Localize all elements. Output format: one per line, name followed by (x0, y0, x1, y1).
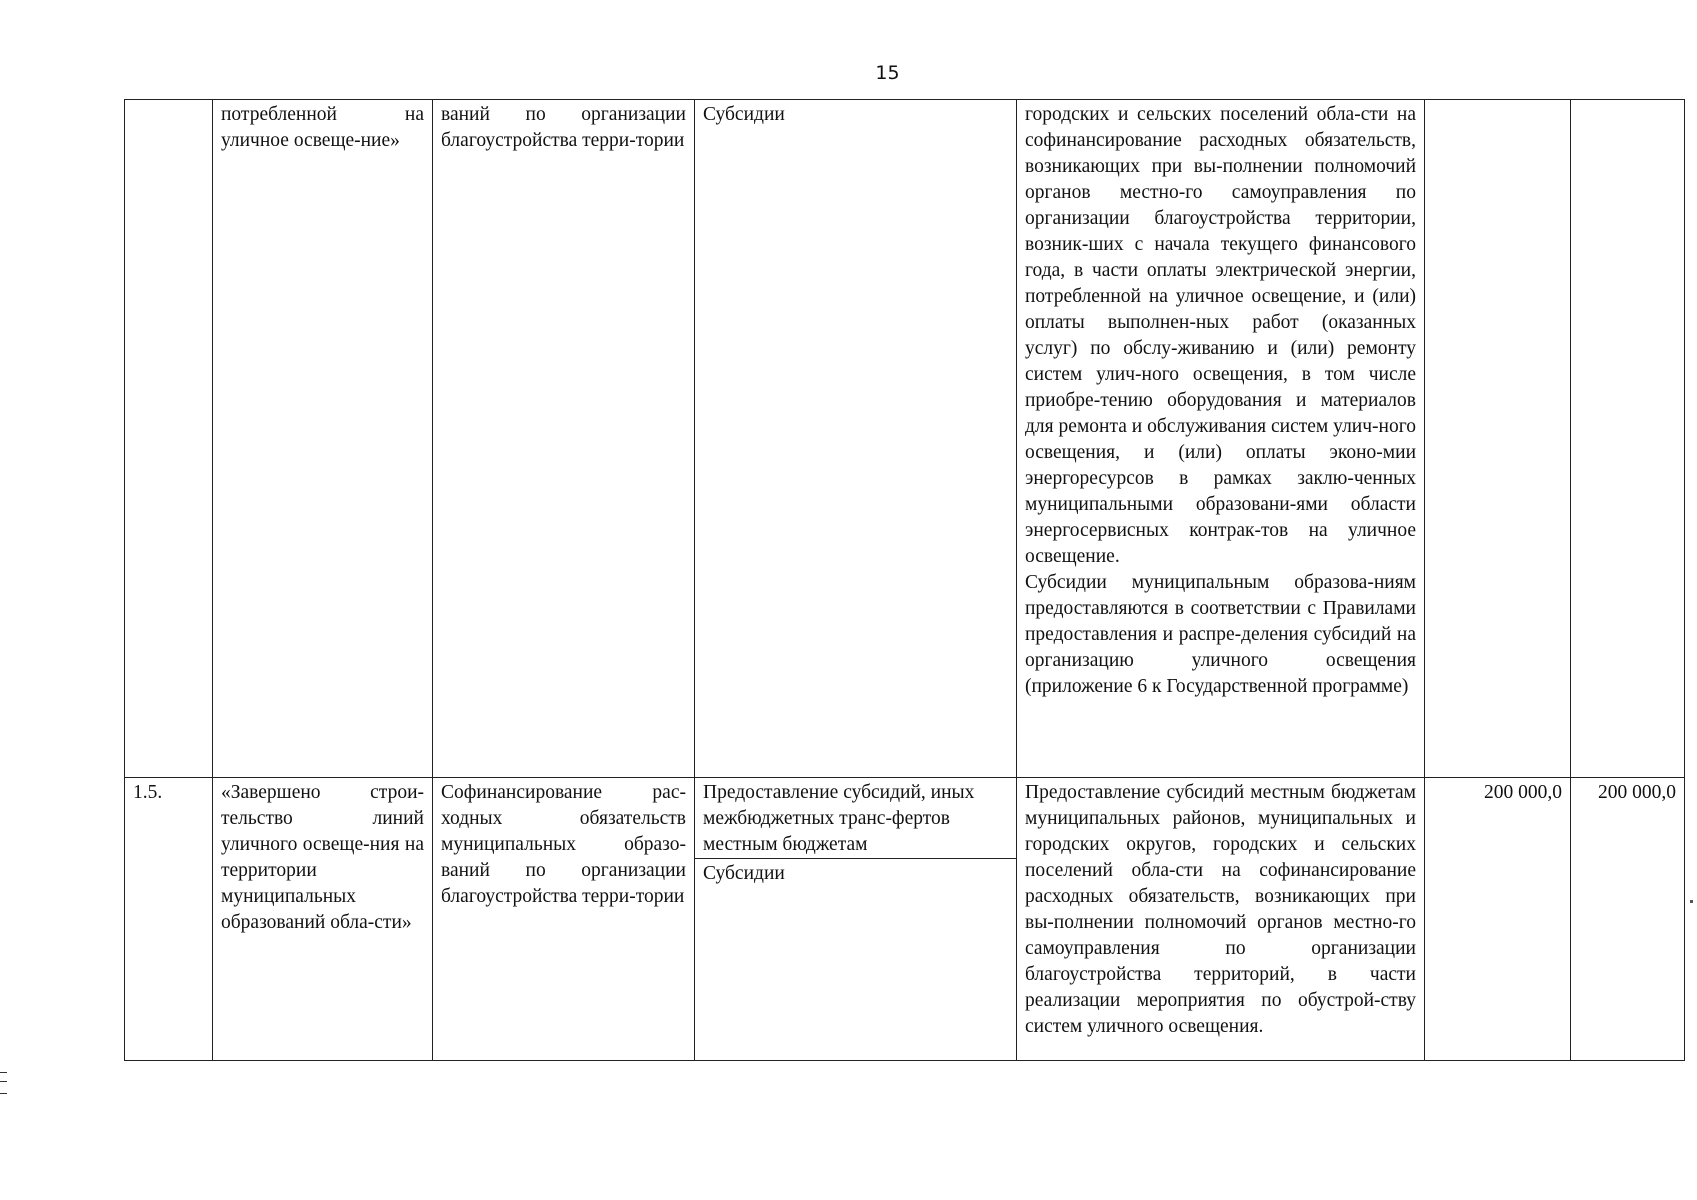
event-cell: Софинансирование рас-ходных обязательств муниципальных образо-ваний по организации благоустройства терри-тории (433, 778, 695, 1061)
row-number-cell (125, 100, 213, 778)
result-cell: «Завершено строи-тельство линий уличного освеще-ния на территории муниципальных образований обла-сти» (213, 778, 433, 1061)
table-row (125, 100, 1685, 778)
amount-cell: 200 000,0 (1425, 778, 1571, 1061)
program-table (124, 99, 1685, 1061)
scan-margin-mark (0, 1072, 7, 1094)
row-number-cell: 1.5. (125, 778, 213, 1061)
mechanism-subtext: Субсидии (703, 863, 785, 884)
result-cell: потребленной на уличное освеще-ние» (213, 100, 433, 778)
description-paragraph: Субсидии муниципальным образова-ниям предоставляются в соответствии с Правилами предоставления и распре-деления субсидий на организацию уличного освещения (приложение 6 к Государственной программе) (1025, 572, 1416, 697)
description-cell (1017, 100, 1425, 778)
mechanism-cell (695, 100, 1017, 778)
scan-speck (1690, 900, 1693, 903)
amount-cell (1571, 100, 1685, 778)
table-row (125, 778, 1685, 1061)
description-paragraph: Предоставление субсидий местным бюджетам муниципальных районов, муниципальных и городских округов, городских и сельских поселений обла-сти на софинансирование расходных обязательств, возникающих при вы-полнении полномочий органов местно-го самоуправления по организации благоустройства территорий, в части реализации мероприятия по обустрой-ству систем уличного освещения. (1025, 782, 1416, 1037)
mechanism-cell (695, 778, 1017, 1061)
mechanism-text: Предоставление субсидий, иных межбюджетных транс-фертов местным бюджетам (695, 778, 1016, 859)
event-cell: ваний по организации благоустройства терри-тории (433, 100, 695, 778)
page-number: 15 (875, 62, 900, 84)
mechanism-text: Субсидии (703, 104, 785, 125)
description-paragraph: городских и сельских поселений обла-сти на софинансирование расходных обязательств, возникающих при вы-полнении полномочий органов местно-го самоуправления по организации благоустройства территории, возник-ших с начала текущего финансового года, в части оплаты электрической энергии, потребленной на уличное освещение, и (или) оплаты выполнен-ных работ (оказанных услуг) по обслу-живанию и (или) ремонту систем улич-ного освещения, в том числе приобре-тению оборудования и материалов для ремонта и обслуживания систем улич-ного освещения, и (или) оплаты эконо-мии энергоресурсов в рамках заклю-ченных муниципальными образовани-ями области энергосервисных контрак-тов на уличное освещение. (1025, 104, 1416, 567)
amount-cell (1425, 100, 1571, 778)
description-cell (1017, 778, 1425, 1061)
amount-cell: 200 000,0 (1571, 778, 1685, 1061)
